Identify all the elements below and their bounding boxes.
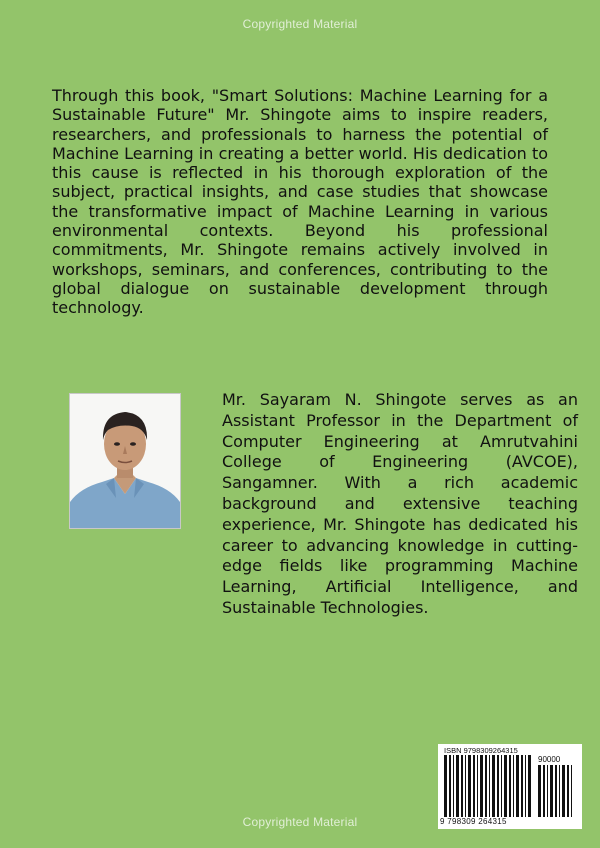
barcode-bar <box>465 755 466 817</box>
barcode-bar <box>538 765 541 817</box>
barcode-bar <box>550 765 553 817</box>
barcode-bar <box>525 755 526 817</box>
barcode-bar <box>492 755 495 817</box>
barcode-bar <box>473 755 475 817</box>
barcode-bar <box>547 765 548 817</box>
barcode-bar <box>453 755 454 817</box>
barcode-bar <box>501 755 502 817</box>
barcode-bar <box>485 755 487 817</box>
barcode-bar <box>489 755 490 817</box>
watermark-bottom: Copyrighted Material <box>242 815 358 829</box>
barcode-bar <box>461 755 463 817</box>
author-bio: Mr. Sayaram N. Shingote serves as an Assistant Professor in the Department of Computer Engineering at Amrutvahini College of Engineering (AVCOE), Sangamner. With a rich academic background and extensive teaching experience, Mr. Shingote has dedicated his career to advancing knowledge in cutting-edge fields like programming Machine Learning, Artificial Intelligence, and Sustainable Technologies. <box>222 390 578 617</box>
isbn-label: ISBN 9798309264315 <box>444 746 518 755</box>
barcode-bar <box>480 755 483 817</box>
barcode-bar <box>513 755 514 817</box>
barcode-bar <box>559 765 560 817</box>
author-portrait-image <box>70 394 180 528</box>
price-code: 90000 <box>538 755 561 764</box>
barcode-bar <box>528 755 531 817</box>
barcode-bar <box>516 755 519 817</box>
watermark-top: Copyrighted Material <box>242 17 358 31</box>
barcode-bar <box>562 765 565 817</box>
barcode-bar <box>497 755 499 817</box>
barcode-bar <box>477 755 478 817</box>
barcode-bar <box>468 755 471 817</box>
barcode-addon-bars <box>538 765 578 817</box>
barcode-bar <box>571 765 572 817</box>
barcode-bar <box>567 765 569 817</box>
barcode-main-bars <box>444 755 536 817</box>
barcode-bar <box>555 765 557 817</box>
barcode-bar <box>456 755 459 817</box>
barcode-bar <box>521 755 523 817</box>
author-photo <box>70 394 180 528</box>
barcode-bar <box>543 765 545 817</box>
barcode-bar <box>509 755 511 817</box>
book-blurb: Through this book, "Smart Solutions: Machine Learning for a Sustainable Future" Mr. Shingote aims to inspire readers, researchers, and professionals to harness the potential of Machine Learning in creating a better world. His dedication to this cause is reflected in his thorough exploration of the subject, practical insights, and case studies that showcase the transformative impact of Machine Learning in various environmental contexts. Beyond his professional commitments, Mr. Shingote remains actively involved in workshops, seminars, and conferences, contributing to the global dialogue on sustainable development through technology. <box>52 86 548 318</box>
barcode-bar <box>449 755 451 817</box>
barcode-bar <box>504 755 507 817</box>
isbn-digits: 9 798309 264315 <box>440 817 507 826</box>
barcode-bar <box>444 755 447 817</box>
